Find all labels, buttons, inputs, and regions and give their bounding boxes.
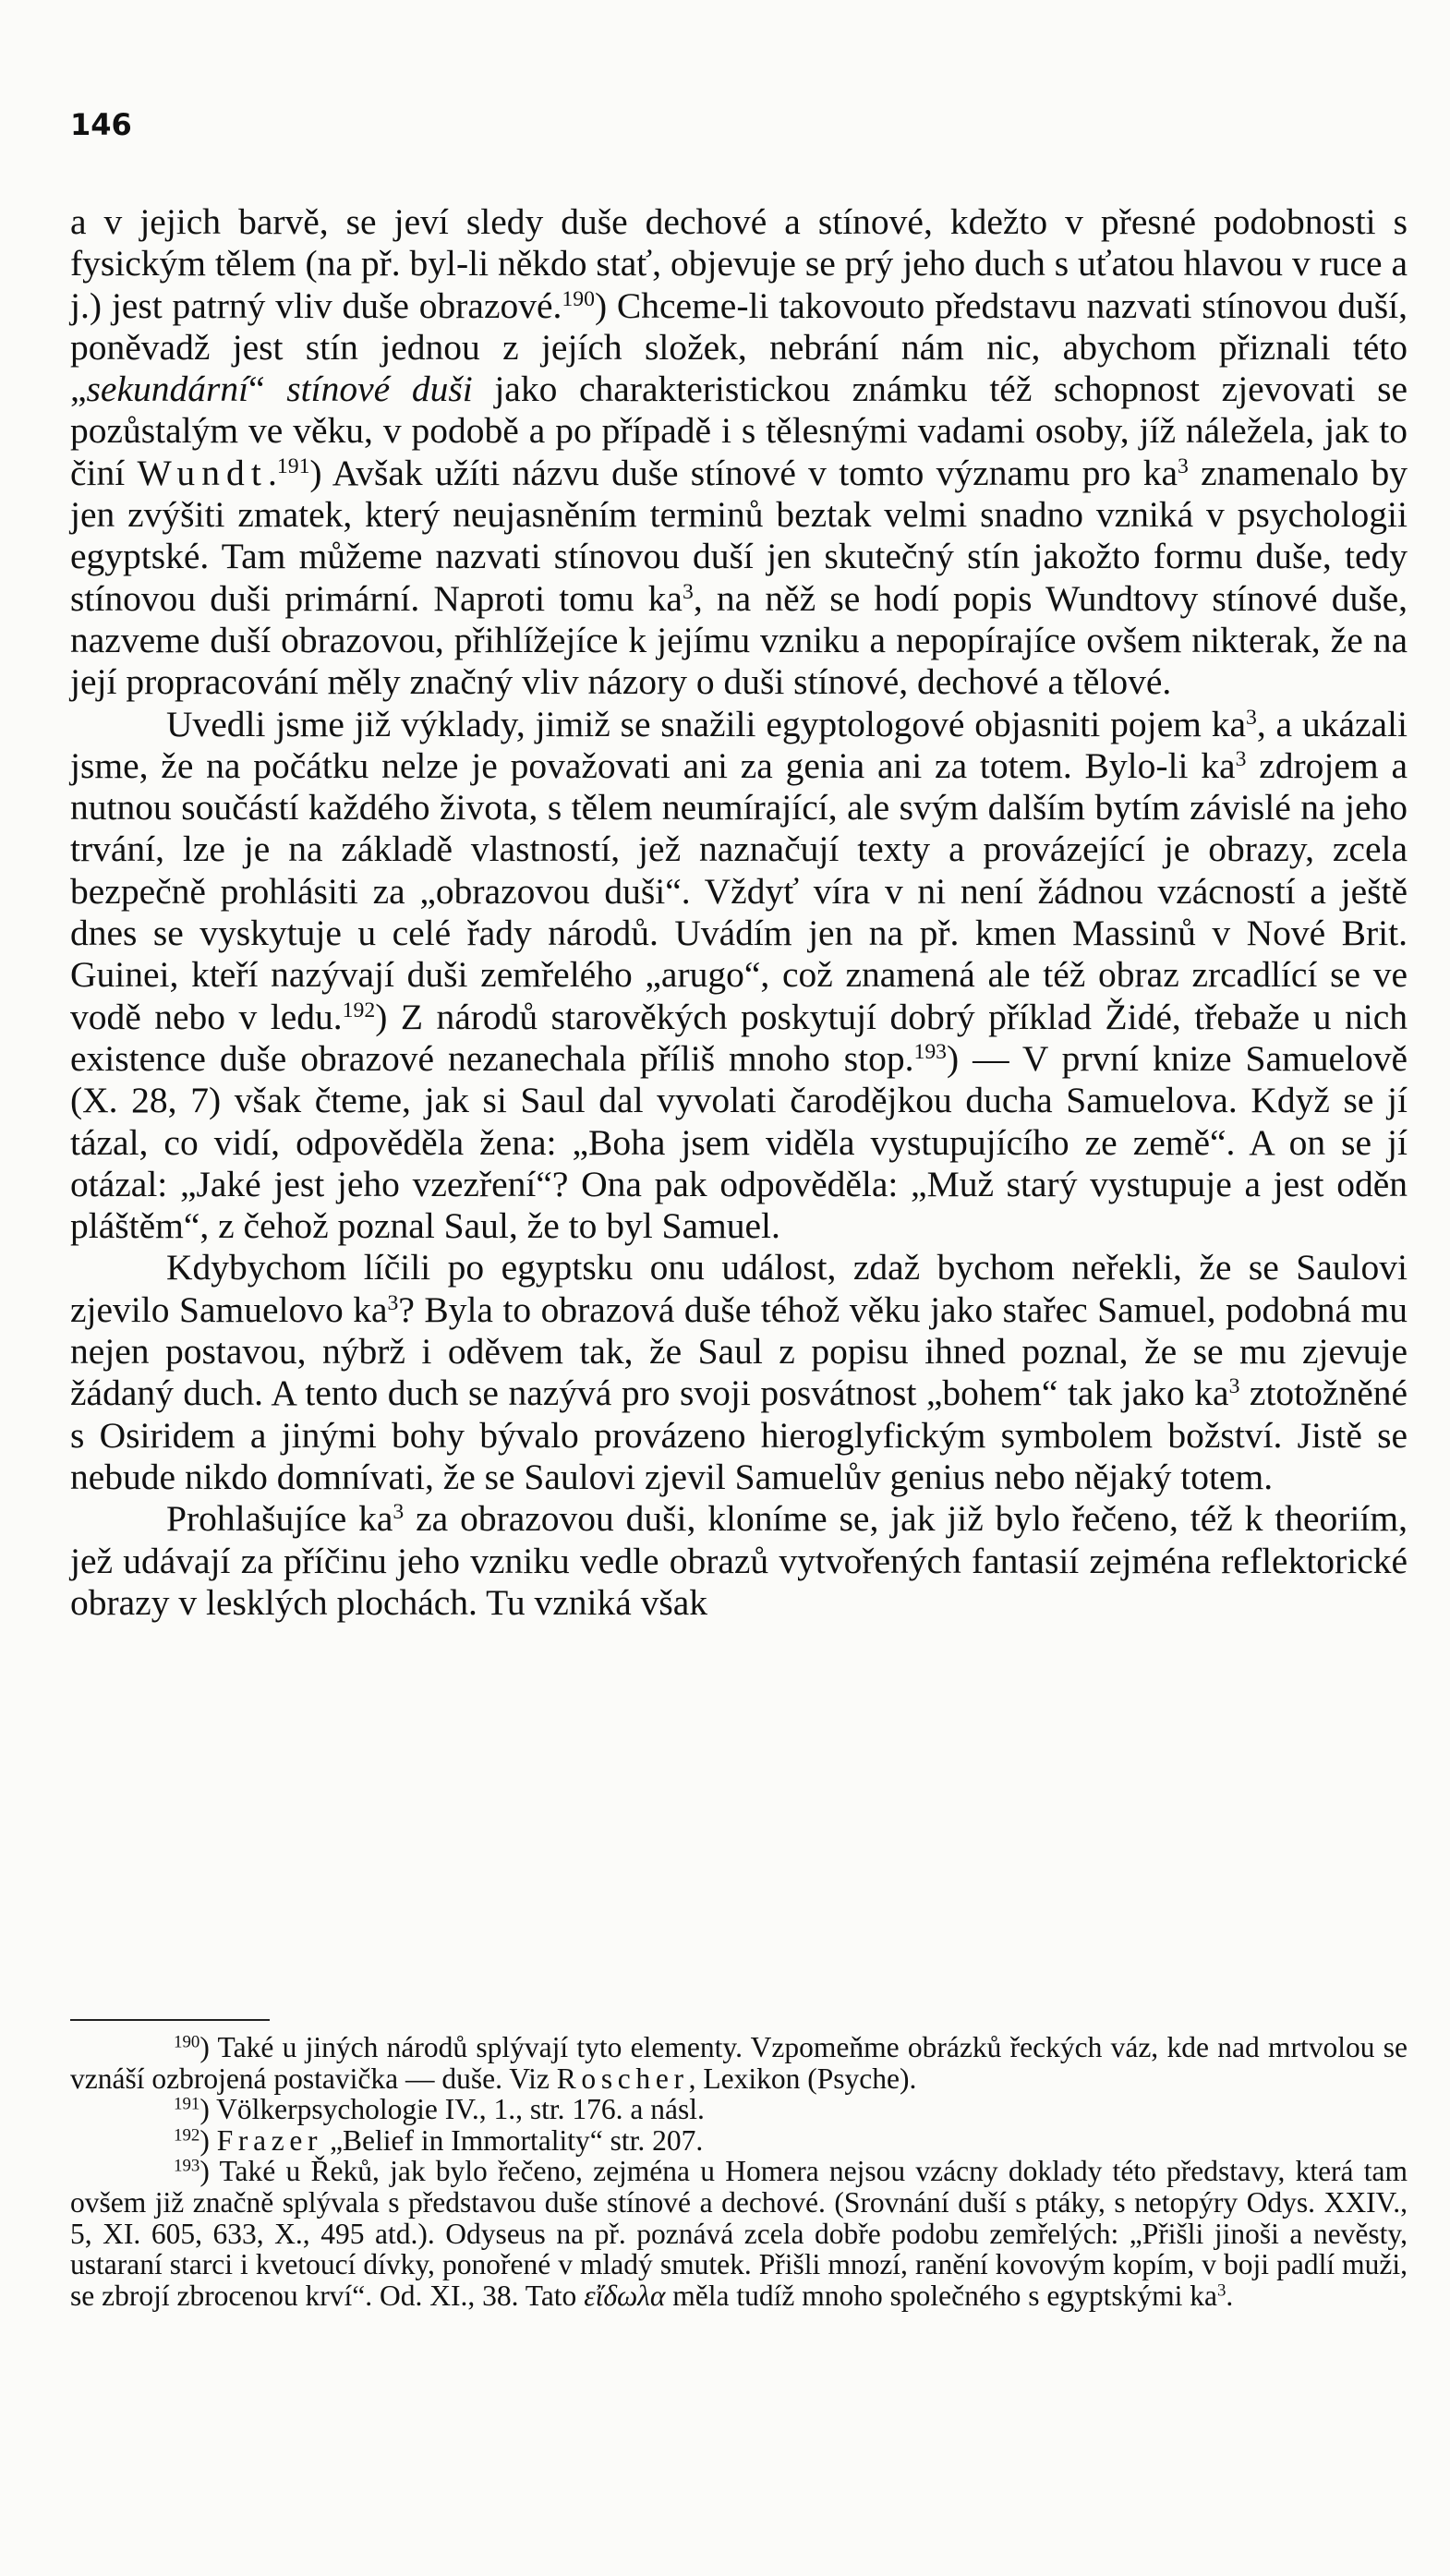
page-number: 146	[70, 107, 132, 142]
footnotes	[70, 2032, 1408, 2311]
text-run: „Belief in Immortality“ str. 207.	[322, 2123, 704, 2157]
footnote-marker: 192	[342, 998, 376, 1022]
body-text	[70, 201, 1408, 1624]
footnote-divider	[70, 2019, 270, 2021]
text-run: , Lexikon (Psyche).	[688, 2062, 917, 2095]
text-run: .	[1226, 2279, 1234, 2312]
footnote-marker: 3	[1245, 705, 1257, 730]
text-run: měla tudíž mnoho společného s egyptskými ka	[665, 2279, 1217, 2312]
text-run: Kdybychom líčili po egyptsku onu událost, zdaž bychom neřekli, že se Saulovi zjevilo Samuelovo ka	[70, 1247, 1408, 1330]
footnote-marker: 3	[682, 579, 694, 604]
text-run: ) Z národů starověkých poskytují dobrý příklad Židé, třebaže u nich existence duše obrazové nezanechala příliš mnoho stop.	[70, 996, 1408, 1079]
text-run: ztotožněné s Osiridem a jinými bohy bývalo provázeno hieroglyfickým symbolem božství. Jistě se nebude nikdo domnívati, že se Saulovi zjevil Samuelův genius nebo nějaký totem.	[70, 1373, 1408, 1497]
text-run: .	[268, 452, 277, 493]
text-run: ) Také u jiných národů splývají tyto elementy. Vzpomeňme obrázků řeckých váz, kde nad mrtvolou se vznáší ozbrojená postavička — duše. Viz	[70, 2031, 1408, 2095]
footnote-marker: 191	[174, 2094, 200, 2114]
paragraph	[70, 201, 1408, 704]
paragraph	[70, 1498, 1408, 1624]
author-name: Roscher	[556, 2062, 689, 2095]
footnote-marker: 192	[174, 2125, 200, 2146]
text-run: , a ukázali jsme, že na počátku nelze je považovati ani za genia ani za totem. Bylo-li ka	[70, 703, 1408, 786]
text-run: ? Byla to obrazová duše téhož věku jako stařec Samuel, podobná mu nejen postavou, nýbrž i oděvem tak, že Saul z popisu ihned poznal, že se mu zjevuje žádaný duch. A tento duch se nazývá pro svoji posvátnost „bohem“ tak jako ka	[70, 1288, 1408, 1414]
footnote-marker: 3	[1178, 454, 1189, 478]
footnote-marker: 3	[387, 1290, 399, 1315]
text-run: ) Chceme-li takovouto představu nazvati stínovou duší, poněvadž jest stín jednou z jejích složek, nebrání nám nic, abychom přiznali této „	[70, 284, 1408, 410]
text-run: zdrojem a nutnou součástí každého života, s tělem neumírající, ale svým dalším bytím závislé na jeho trvání, lze je na základě vlastností, jež naznačují texty a provázející je obrazy, zcela bezpečně prohlásiti za „obrazovou duši“. Vždyť víra v ni není žádnou vzácností a ještě dnes se vyskytuje u celé řady národů. Uvádím jen na př. kmen Massinů v Nové Brit. Guinei, kteří nazývají duši zemřelého „arugo“, což znamená ale též obraz zrcadlící se ve vodě nebo v ledu.	[70, 744, 1408, 1037]
text-run: Uvedli jsme již výklady, jimiž se snažili egyptologové objasniti pojem ka	[166, 703, 1246, 744]
text-run: ) — V první knize Samuelově (X. 28, 7) však čteme, jak si Saul dal vyvolati čarodějkou ducha Samuelova. Když se jí tázal, co vidí, odpověděla žena: „Boha jsem viděla vystupujícího ze země“. A on se jí otázal: „Jaké jest jeho vzezření“? Ona pak odpověděla: „Muž starý vystupuje a jest oděn pláštěm“, z čehož poznal Saul, že to byl Samuel.	[70, 1037, 1408, 1247]
footnote-marker: 3	[1235, 746, 1247, 771]
footnote-marker: 193	[913, 1039, 947, 1064]
text-run: znamenalo by jen zvýšiti zmatek, který neujasněním terminů beztak velmi snadno vzniká v psychologii egyptské. Tam můžeme nazvati stínovou duší jen skutečný stín jakožto formu duše, tedy stínovou duši primární. Naproti tomu ka	[70, 452, 1408, 619]
emphasis-text: stínové duši	[286, 369, 473, 410]
text-run: “	[248, 369, 287, 410]
footnote	[70, 2094, 1408, 2125]
footnote	[70, 2032, 1408, 2094]
footnote	[70, 2125, 1408, 2157]
footnote-marker: 193	[174, 2156, 200, 2176]
footnote-marker: 3	[1228, 1374, 1240, 1399]
text-run: ) Völkerpsychologie IV., 1., str. 176. a násl.	[199, 2093, 705, 2126]
text-run: ) Avšak užíti názvu duše stínové v tomto významu pro ka	[309, 452, 1178, 493]
footnote-marker: 190	[174, 2032, 200, 2052]
paragraph	[70, 704, 1408, 1248]
author-name: Frazer	[216, 2123, 323, 2157]
author-name: Wundt	[137, 452, 269, 493]
text-run: za obrazovou duši, kloníme se, jak již bylo řečeno, též k theoriím, jež udávají za příčinu jeho vzniku vedle obrazů vytvořených fantasií zejména reflektorické obrazy v lesklých plochách. Tu vzniká však	[70, 1498, 1408, 1623]
text-run: )	[199, 2123, 217, 2157]
footnote	[70, 2156, 1408, 2311]
emphasis-text: εἴδωλα	[584, 2279, 666, 2312]
text-run: Prohlašujíce ka	[166, 1498, 393, 1540]
footnote-marker: 190	[562, 286, 595, 311]
footnote-marker: 3	[1216, 2280, 1226, 2301]
emphasis-text: sekundární	[86, 369, 249, 410]
footnote-marker: 3	[393, 1500, 405, 1525]
text-run: , na něž se hodí popis Wundtovy stínové duše, nazveme duší obrazovou, přihlížejíce k jejímu vzniku a nepopírajíce ovšem nikterak, že na její propracování měly značný vliv názory o duši stínové, dechové a tělové.	[70, 577, 1408, 703]
text-run: a v jejich barvě, se jeví sledy duše dechové a stínové, kdežto v přesné podobnosti s fysickým tělem (na př. byl-li někdo stať, objevuje se prý jeho duch s uťatou hlavou v ruce a j.) jest patrný vliv duše obrazové.	[70, 201, 1408, 326]
text-run: jako charakteristickou známku též schopnost zjevovati se pozůstalým ve věku, v podobě a po případě i s tělesnými vadami osoby, jíž náležela, jak to činí	[70, 369, 1408, 493]
footnote-marker: 191	[276, 454, 310, 478]
paragraph	[70, 1247, 1408, 1498]
text-run: ) Také u Řeků, jak bylo řečeno, zejména u Homera nejsou vzácny doklady této představy, která tam ovšem již značně splývala s představou duše stínové a dechové. (Srovnání duší s ptáky, s netopýry Odys. XXIV., 5, XI. 605, 633, X., 495 atd.). Odyseus na př. poznává zcela dobře podobu zemřelých: „Přišli jinoši a nevěsty, ustaraní starci i kvetoucí dívky, ponořené v mladý smutek. Přišli mnozí, ranění kovovým kopím, v boji padlí muži, se zbrojí zbrocenou krví“. Od. XI., 38. Tato	[70, 2155, 1408, 2312]
